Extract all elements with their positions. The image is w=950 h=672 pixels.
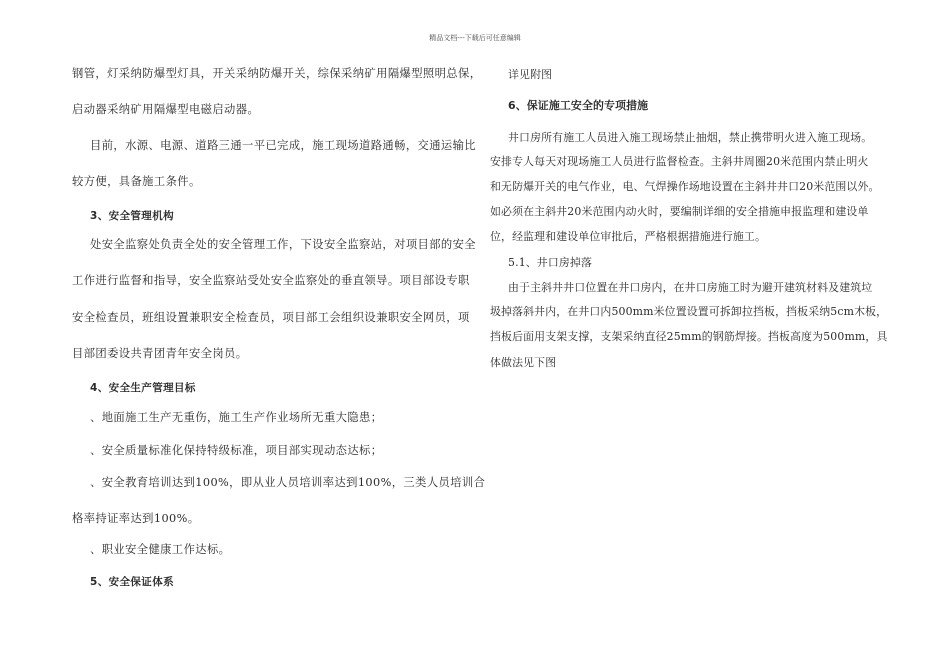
paragraph-line: 处安全监察处负责全处的安全管理工作，下设安全监察站，对项目部的安全 (90, 238, 477, 251)
paragraph-line: 由于主斜井井口位置在井口房内，在井口房施工时为避开建筑材料及建筑垃 (508, 281, 873, 294)
paragraph-line: 目部团委设共青团青年安全岗员。 (72, 347, 248, 360)
paragraph-line: 目前，水源、电源、道路三通一平已完成，施工现场道路通畅，交通运输比 (90, 139, 477, 152)
paragraph-line: 较方便，具备施工条件。 (72, 175, 201, 188)
paragraph-line: 井口房所有施工人员进入施工现场禁止抽烟，禁止携带明火进入施工现场。 (508, 131, 873, 144)
page-header-note: 精品文档---下载后可任意编辑 (429, 34, 521, 42)
list-item: 、地面施工生产无重伤，施工生产作业场所无重大隐患； (90, 411, 383, 424)
section-heading: 4、安全生产管理目标 (90, 382, 196, 394)
paragraph-line: 挡板后面用支架支撑，支架采纳直径25mm的钢筋焊接。挡板高度为500mm，具 (490, 330, 888, 343)
paragraph-line: 如必须在主斜井20米范围内动火时，要编制详细的安全措施申报监理和建设单 (490, 205, 869, 218)
paragraph-line: 安全检查员，班组设置兼职安全检查员，项目部工会组织设兼职安全网员，项 (72, 311, 470, 324)
paragraph-line: 详见附图 (508, 68, 553, 81)
section-heading: 6、保证施工安全的专项措施 (508, 99, 649, 112)
paragraph-line: 钢管，灯采纳防爆型灯具，开关采纳防爆开关，综保采纳矿用隔爆型照明总保， (72, 67, 482, 80)
paragraph-line: 和无防爆开关的电气作业，电、气焊操作场地设置在主斜井井口20米范围以外。 (490, 180, 880, 193)
paragraph-line: 体做法见下图 (490, 356, 557, 369)
list-item: 、安全教育培训达到100%，即从业人员培训率达到100%，三类人员培训合 (90, 476, 486, 489)
section-heading: 5、安全保证体系 (90, 576, 175, 588)
paragraph-line: 格率持证率达到100%。 (72, 512, 200, 525)
paragraph-line: 启动器采纳矿用隔爆型电磁启动器。 (72, 103, 260, 116)
list-item: 、安全质量标准化保持特级标准，项目部实现动态达标； (90, 444, 383, 457)
section-heading: 3、安全管理机构 (90, 210, 175, 222)
paragraph-line: 工作进行监督和指导，安全监察站受处安全监察处的垂直领导。项目部设专职 (72, 274, 470, 287)
paragraph-line: 圾掉落斜井内，在井口内500mm米位置设置可拆卸拉挡板，挡板采纳5cm木板， (490, 305, 888, 318)
paragraph-line: 安排专人每天对现场施工人员进行监督检查。主斜井周圈20米范围内禁止明火 (490, 155, 869, 168)
paragraph-line: 位，经监理和建设单位审批后，严格根据措施进行施工。 (490, 230, 767, 243)
subsection-heading: 5.1、井口房掉落 (508, 256, 593, 269)
list-item: 、职业安全健康工作达标。 (90, 543, 231, 556)
